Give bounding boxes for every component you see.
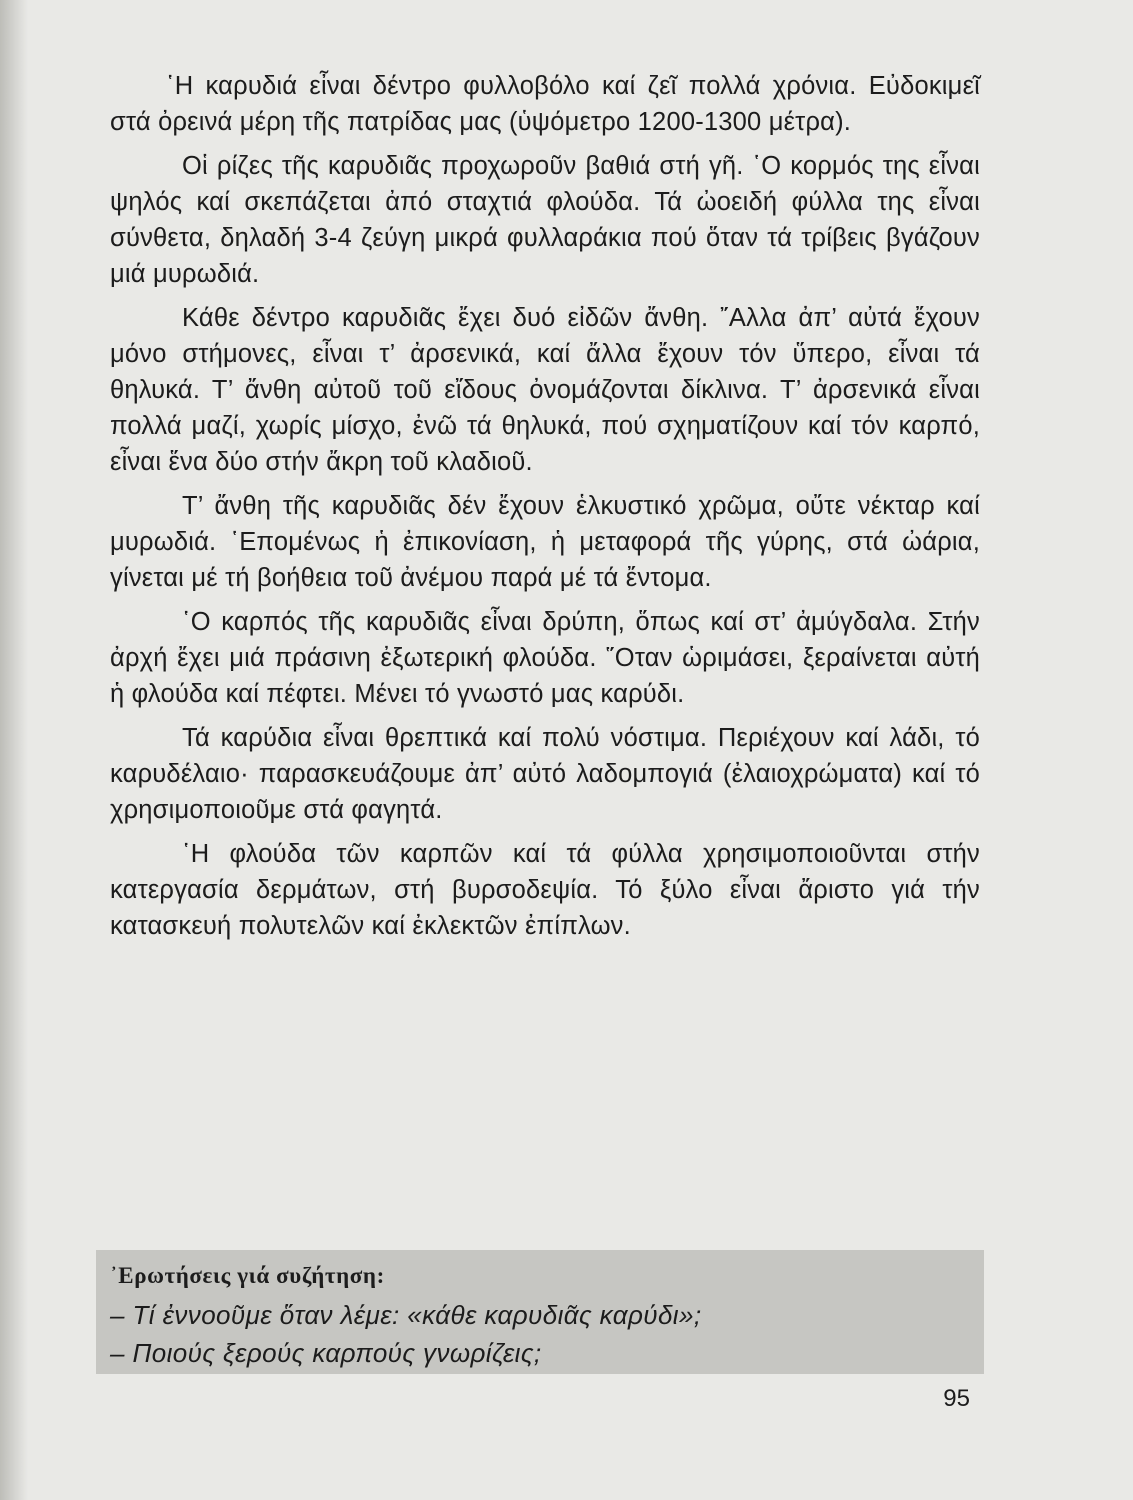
paragraph-roots-trunk-leaves: Οἱ ρίζες τῆς καρυδιᾶς προχωροῦν βαθιά στή γῆ. ῾Ο κορμός της εἶναι ψηλός καί σκεπάζεται ἀπό σταχτιά φλούδα. Τά ὠοειδή φύλλα της εἶναι σύνθετα, δηλαδή 3-4 ζεύγη μικρά φυλλαράκια πού ὅταν τά τρίβεις βγάζουν μιά μυρωδιά. [110,152,980,288]
paragraph-pollination: Τ’ ἄνθη τῆς καρυδιᾶς δέν ἔχουν ἑλκυστικό χρῶμα, οὔτε νέκταρ καί μυρωδιά. ῾Επομένως ἡ ἐπικονίαση, ἡ μεταφορά τῆς γύρης, στά ὠάρια, γίνεται μέ τή βοήθεια τοῦ ἀνέμου παρά μέ τά ἔντομα. [110,492,980,592]
page-number: 95 [943,1385,970,1412]
questions-heading: ᾿Ερωτήσεις γιά συζήτηση: [110,1263,385,1288]
paragraph-fruit: ῾Ο καρπός τῆς καρυδιᾶς εἶναι δρύπη, ὅπως καί στ’ ἀμύγδαλα. Στήν ἀρχή ἔχει μιά πράσινη ἐξωτερική φλούδα. ῞Οταν ὡριμάσει, ξεραίνεται αὐτή ἡ φλούδα καί πέφτει. Μένει τό γνωστό μας καρύδι. [110,608,980,708]
paragraph-uses: ῾Η φλούδα τῶν καρπῶν καί τά φύλλα χρησιμοποιοῦνται στήν κατεργασία δερμάτων, στή βυρσοδεψία. Τό ξύλο εἶναι ἄριστο γιά τήν κατασκευή πολυτελῶν καί ἐκλεκτῶν ἐπίπλων. [110,840,980,940]
paragraph-walnut-intro: ῾Η καρυδιά εἶναι δέντρο φυλλοβόλο καί ζεῖ πολλά χρόνια. Εὐδοκιμεῖ στά ὀρεινά μέρη τῆς πατρίδας μας (ὑψόμετρο 1200-1300 μέτρα). [110,72,980,136]
question-item: – Ποιούς ξερούς καρπούς γνωρίζεις; [110,1338,542,1368]
page-edge-shadow [0,0,28,1500]
question-item: – Τί ἐννοοῦμε ὅταν λέμε: «κάθε καρυδιᾶς καρύδι»; [110,1300,702,1330]
main-text [110,68,980,952]
discussion-questions-box [96,1250,984,1374]
paragraph-flowers: Κάθε δέντρο καρυδιᾶς ἔχει δυό εἰδῶν ἄνθη. ῎Αλλα ἀπ’ αὐτά ἔχουν μόνο στήμονες, εἶναι τ’ ἀρσενικά, καί ἄλλα ἔχουν τόν ὕπερο, εἶναι τά θηλυκά. Τ’ ἄνθη αὐτοῦ τοῦ εἴδους ὀνομάζονται δίκλινα. Τ’ ἀρσενικά εἶναι πολλά μαζί, χωρίς μίσχο, ἐνῶ τά θηλυκά, πού σχηματίζουν καί τόν καρπό, εἶναι ἕνα δύο στήν ἄκρη τοῦ κλαδιοῦ. [110,304,980,476]
paragraph-nutrition: Τά καρύδια εἶναι θρεπτικά καί πολύ νόστιμα. Περιέχουν καί λάδι, τό καρυδέλαιο· παρασκευάζουμε ἀπ’ αὐτό λαδομπογιά (ἐλαιοχρώματα) καί τό χρησιμοποιοῦμε στά φαγητά. [110,724,980,824]
